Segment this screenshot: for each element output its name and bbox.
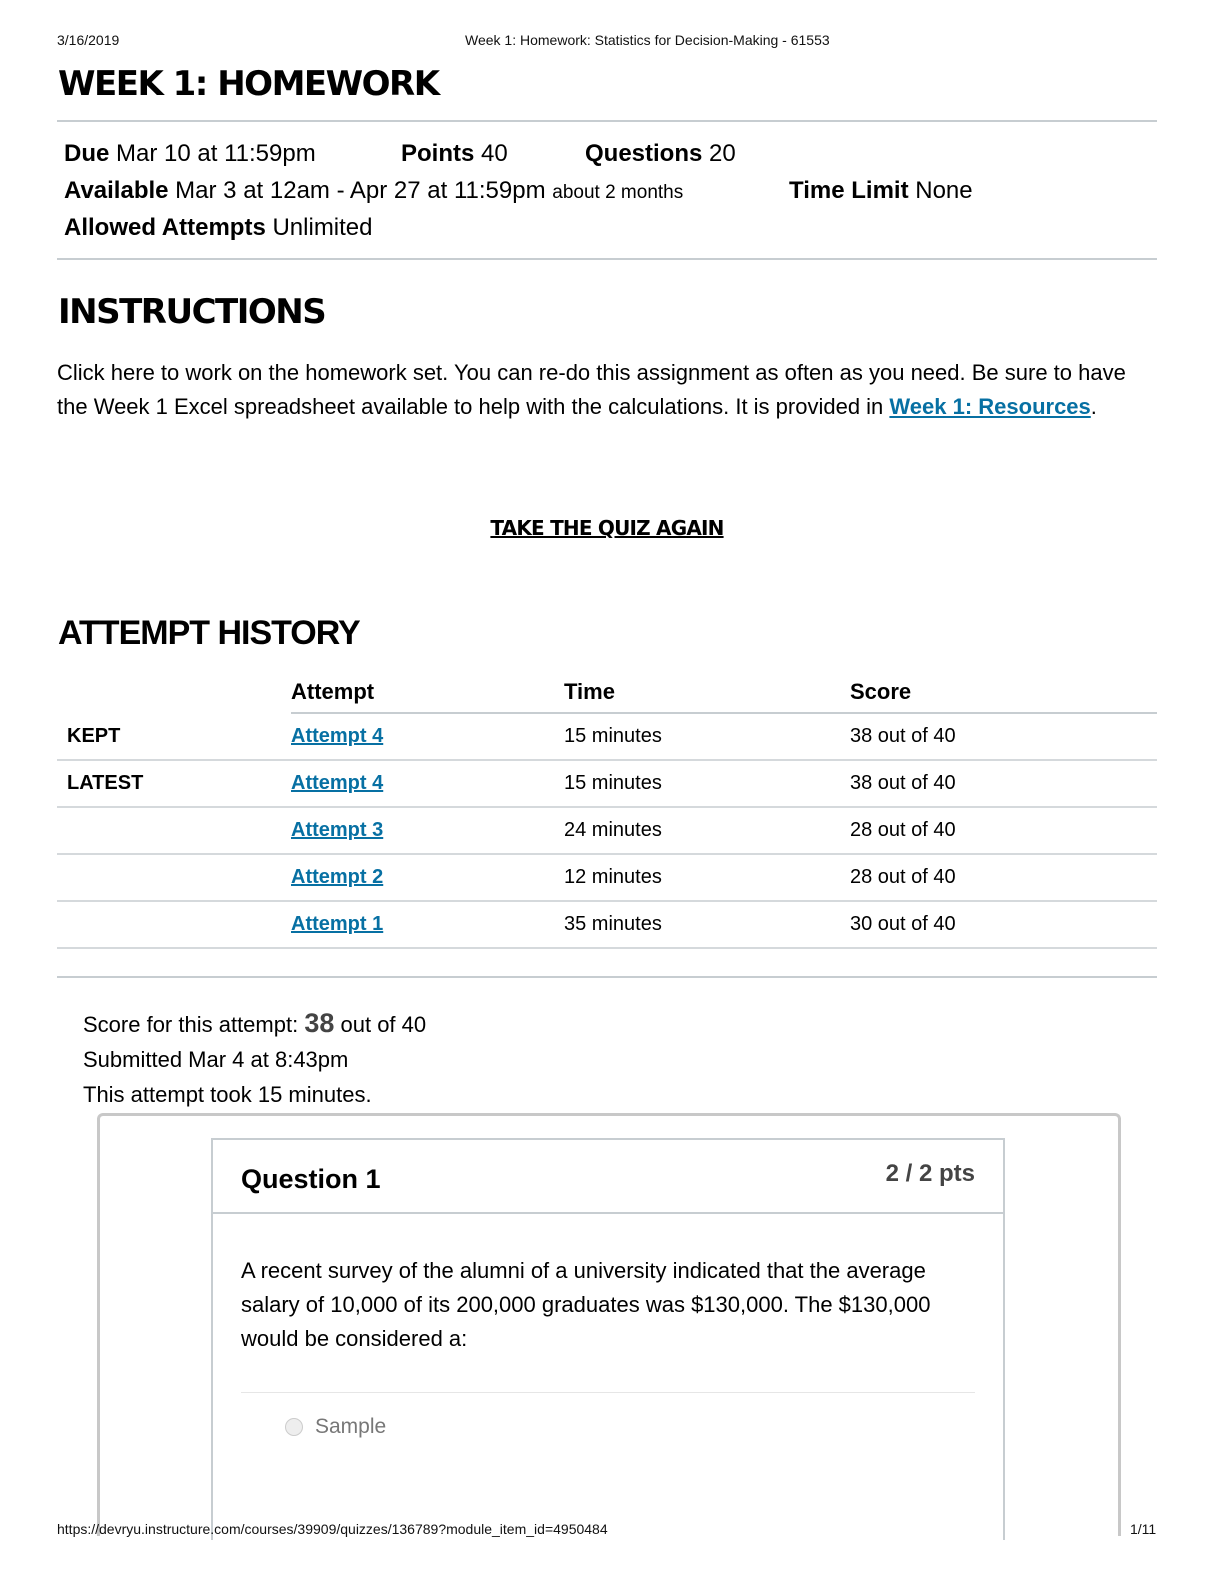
score-value: 38: [304, 1008, 335, 1038]
radio-icon[interactable]: [285, 1418, 303, 1436]
attempt-score: 28 out of 40: [850, 854, 1157, 901]
time-limit-value: None: [915, 177, 973, 204]
divider: [241, 1392, 975, 1393]
allowed-attempts-value: Unlimited: [272, 214, 373, 241]
divider: [57, 258, 1157, 260]
row-label: [57, 854, 291, 901]
allowed-attempts-label: Allowed Attempts: [64, 214, 266, 241]
due-value: Mar 10 at 11:59pm: [116, 140, 316, 167]
divider: [57, 120, 1157, 122]
divider: [57, 976, 1157, 978]
available-duration: about 2 months: [552, 182, 684, 203]
table-header-row: [57, 672, 1157, 713]
points-label: Points: [401, 140, 475, 167]
table-row: [57, 901, 1157, 948]
question-title: Question 1: [241, 1164, 381, 1194]
print-date: 3/16/2019: [57, 32, 120, 48]
time-limit-detail: [789, 177, 973, 205]
attempt-link[interactable]: Attempt 4: [291, 772, 384, 794]
attempt-link[interactable]: Attempt 1: [291, 913, 384, 935]
attempt-score: 38 out of 40: [850, 760, 1157, 807]
question-points: 2 / 2 pts: [885, 1160, 975, 1187]
submitted-time: Submitted Mar 4 at 8:43pm: [83, 1047, 349, 1072]
row-label: LATEST: [57, 760, 291, 807]
answer-option[interactable]: Sample: [315, 1415, 387, 1438]
attempt-history-heading: ATTEMPT HISTORY: [58, 614, 360, 652]
row-label: [57, 901, 291, 948]
available-value: Mar 3 at 12am - Apr 27 at 11:59pm: [175, 177, 546, 204]
due-detail: [64, 140, 316, 168]
questions-value: 20: [709, 140, 736, 167]
print-page-number: 1/11: [1130, 1521, 1157, 1537]
instructions-text: [57, 356, 1157, 424]
attempt-history-table: [57, 672, 1157, 949]
print-title: Week 1: Homework: Statistics for Decision-Making - 61553: [465, 32, 830, 48]
question-text: A recent survey of the alumni of a university indicated that the average salary of 10,000 of its 200,000 graduates was $130,000. The $130,000 would be considered a:: [241, 1258, 931, 1351]
column-header-time: Time: [564, 672, 850, 713]
attempt-time: 24 minutes: [564, 807, 850, 854]
points-value: 40: [481, 140, 508, 167]
table-row: [57, 713, 1157, 760]
question-card: [211, 1138, 1005, 1540]
table-row: [57, 854, 1157, 901]
attempt-score: 30 out of 40: [850, 901, 1157, 948]
attempt-score: 38 out of 40: [850, 713, 1157, 760]
attempt-time: 12 minutes: [564, 854, 850, 901]
column-header-attempt: Attempt: [291, 672, 564, 713]
attempt-score-line: [83, 1006, 426, 1042]
table-row: [57, 760, 1157, 807]
score-prefix: Score for this attempt:: [83, 1012, 299, 1037]
instructions-body: Click here to work on the homework set. You can re-do this assignment as often as you need. Be sure to have the Week 1 Excel spreadsheet available to help with the calculations. It is provided in: [57, 360, 1126, 419]
attempt-link[interactable]: Attempt 3: [291, 819, 384, 841]
time-limit-label: Time Limit: [789, 177, 909, 204]
column-header-label: [57, 672, 291, 713]
week1-resources-link[interactable]: Week 1: Resources: [889, 394, 1091, 419]
attempt-link[interactable]: Attempt 2: [291, 866, 384, 888]
score-suffix: out of 40: [340, 1012, 427, 1037]
print-url: https://devryu.instructure.com/courses/39909/quizzes/136789?module_item_id=4950484: [57, 1521, 608, 1537]
attempt-time: 15 minutes: [564, 713, 850, 760]
attempt-summary: [83, 1006, 426, 1112]
attempt-link[interactable]: Attempt 4: [291, 725, 384, 747]
row-label: KEPT: [57, 713, 291, 760]
instructions-heading: INSTRUCTIONS: [58, 292, 326, 332]
attempt-time: 15 minutes: [564, 760, 850, 807]
question-header: [213, 1140, 1003, 1214]
questions-detail: [585, 140, 736, 168]
attempt-duration: This attempt took 15 minutes.: [83, 1082, 372, 1107]
allowed-attempts-detail: [64, 214, 373, 242]
column-header-score: Score: [850, 672, 1157, 713]
questions-label: Questions: [585, 140, 703, 167]
attempt-time: 35 minutes: [564, 901, 850, 948]
table-row: [57, 807, 1157, 854]
page-title: WEEK 1: HOMEWORK: [58, 64, 439, 104]
instructions-period: .: [1090, 394, 1097, 419]
available-detail: [64, 177, 683, 205]
available-label: Available: [64, 177, 169, 204]
row-label: [57, 807, 291, 854]
due-label: Due: [64, 140, 110, 167]
points-detail: [401, 140, 508, 168]
take-quiz-again-link[interactable]: TAKE THE QUIZ AGAIN: [490, 516, 724, 540]
attempt-score: 28 out of 40: [850, 807, 1157, 854]
